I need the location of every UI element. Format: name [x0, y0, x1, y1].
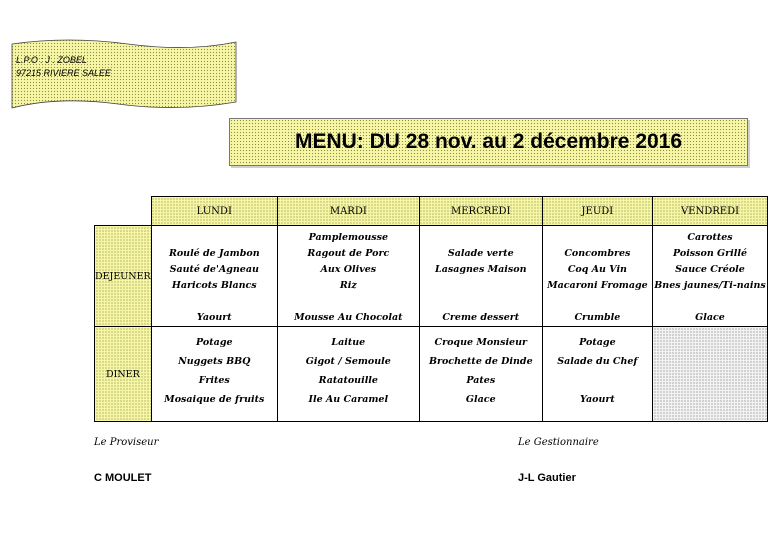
- menu-item: [543, 230, 652, 246]
- school-name: L.P.O : J . ZOBEL: [16, 55, 87, 65]
- menu-item: [653, 294, 767, 310]
- dejeuner-cell: [542, 226, 652, 327]
- menu-item: Creme dessert: [442, 312, 520, 323]
- menu-item: [420, 278, 542, 294]
- menu-item: Gigot / Semoule: [305, 356, 391, 367]
- menu-item: Pates: [466, 375, 496, 386]
- menu-item: Ile Au Caramel: [308, 394, 389, 405]
- menu-item: Coq Au Vin: [567, 264, 627, 275]
- menu-table: [94, 196, 768, 422]
- menu-item: Mosaique de fruits: [164, 394, 265, 405]
- menu-item: Potage: [196, 337, 233, 348]
- diner-cell: [542, 327, 652, 422]
- menu-item: Roulé de Jambon: [168, 248, 260, 259]
- proviseur-name: C MOULET: [94, 472, 152, 484]
- diner-cell: [151, 327, 277, 422]
- dejeuner-cell: [277, 226, 419, 327]
- diner-row: [95, 327, 768, 422]
- menu-item: [543, 371, 652, 390]
- dejeuner-label: DEJEUNER: [95, 226, 152, 327]
- diner-cell: [277, 327, 419, 422]
- menu-item: Nuggets BBQ: [178, 356, 251, 367]
- menu-item: Sauce Créole: [675, 264, 745, 275]
- diner-cell: [419, 327, 542, 422]
- menu-title: MENU: DU 28 nov. au 2 décembre 2016: [294, 130, 683, 153]
- day-header: LUNDI: [151, 197, 277, 226]
- menu-item: Lasagnes Maison: [435, 264, 527, 275]
- menu-item: Bnes jaunes/Ti-nains: [654, 280, 766, 291]
- menu-item: Carottes: [687, 232, 733, 243]
- school-city: 97215 RIVIERE SALEE: [16, 68, 112, 78]
- menu-item: [278, 294, 419, 310]
- menu-item: Pamplemousse: [308, 232, 389, 243]
- menu-item: Laitue: [331, 337, 366, 348]
- menu-item: [420, 294, 542, 310]
- menu-item: [543, 294, 652, 310]
- menu-item: Macaroni Fromage: [547, 280, 648, 291]
- proviseur-role: Le Proviseur: [94, 437, 159, 448]
- dejeuner-row: [95, 226, 768, 327]
- menu-item: Mousse Au Chocolat: [294, 312, 403, 323]
- menu-item: Poisson Grillé: [672, 248, 748, 259]
- menu-item: Aux Olives: [320, 264, 377, 275]
- menu-item: Brochette de Dinde: [428, 356, 533, 367]
- menu-item: Croque Monsieur: [434, 337, 528, 348]
- day-header: MERCREDI: [419, 197, 542, 226]
- menu-item: [152, 294, 277, 310]
- menu-item: Potage: [579, 337, 616, 348]
- menu-item: Frites: [198, 375, 230, 386]
- menu-item: Ratatouille: [318, 375, 378, 386]
- menu-title-box: [229, 118, 748, 166]
- menu-item: Concombres: [564, 248, 631, 259]
- menu-item: Sauté de'Agneau: [169, 264, 259, 275]
- menu-item: Glace: [465, 394, 496, 405]
- menu-item: [420, 230, 542, 246]
- menu-item: [152, 230, 277, 246]
- menu-item: Haricots Blancs: [171, 280, 257, 291]
- menu-item: Yaourt: [196, 312, 232, 323]
- day-header: MARDI: [277, 197, 419, 226]
- menu-item: Riz: [339, 280, 357, 291]
- menu-item: Glace: [695, 312, 725, 323]
- day-header: VENDREDI: [653, 197, 768, 226]
- diner-label: DINER: [95, 327, 152, 422]
- dejeuner-cell: [151, 226, 277, 327]
- days-header-row: [95, 197, 768, 226]
- diner-cell-empty: [653, 327, 768, 422]
- gestionnaire-name: J-L Gautier: [518, 472, 576, 484]
- dejeuner-cell: [653, 226, 768, 327]
- day-header: JEUDI: [542, 197, 652, 226]
- menu-item: Yaourt: [579, 394, 615, 405]
- dejeuner-cell: [419, 226, 542, 327]
- corner-cell: [95, 197, 152, 226]
- gestionnaire-role: Le Gestionnaire: [518, 437, 599, 448]
- menu-item: Salade verte: [447, 248, 514, 259]
- menu-item: Salade du Chef: [557, 356, 638, 367]
- menu-item: Ragout de Porc: [307, 248, 390, 259]
- school-info: [16, 54, 111, 80]
- menu-item: Crumble: [574, 312, 621, 323]
